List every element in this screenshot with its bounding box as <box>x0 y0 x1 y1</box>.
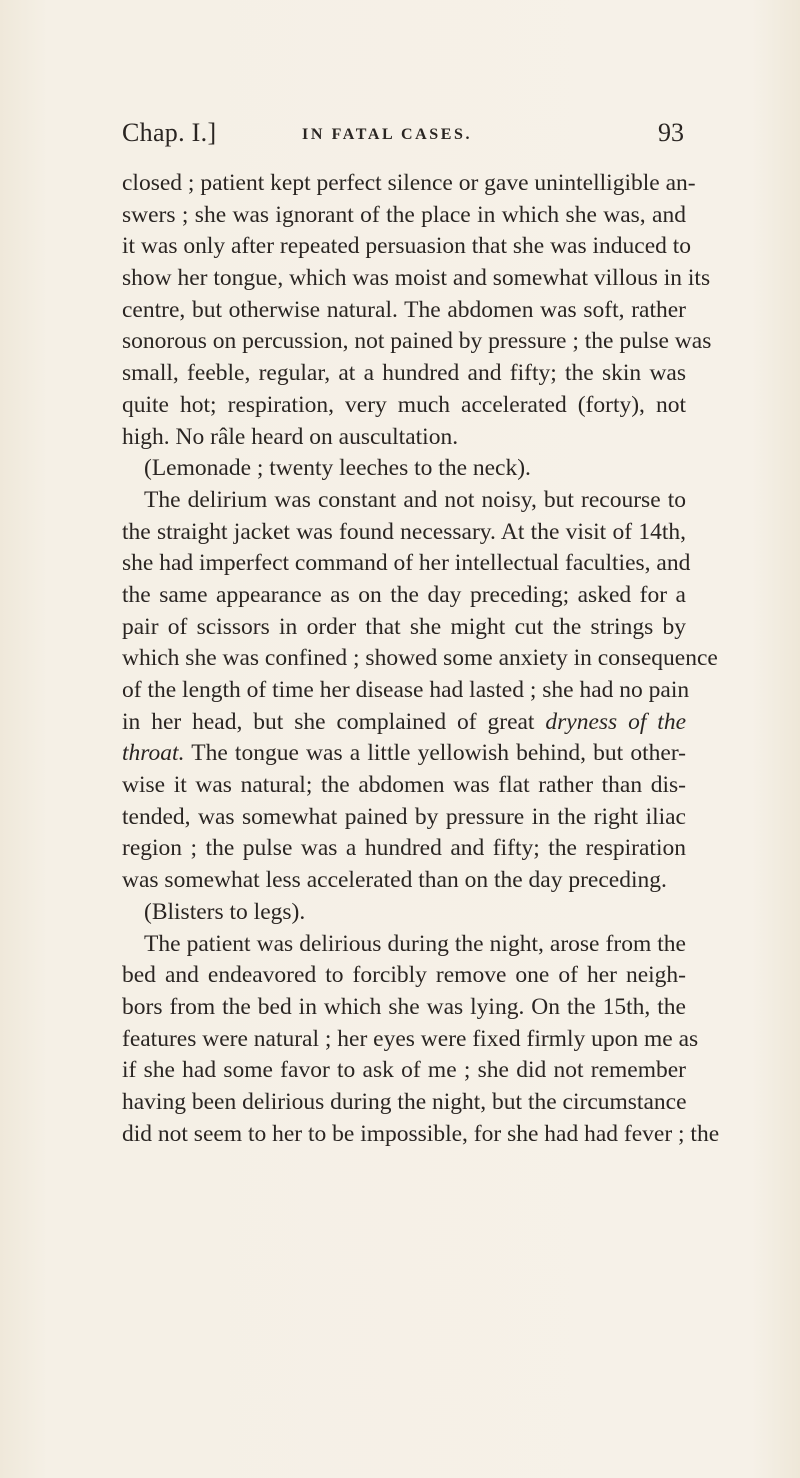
text-line <box>122 707 686 739</box>
running-title: IN FATAL CASES. <box>302 126 473 143</box>
text-line <box>122 960 686 992</box>
line-text: the straight jacket was found necessary. At the visit of 14th, <box>122 518 686 545</box>
line-text: did not seem to her to be impossible, for she had had fever ; the <box>122 1120 720 1147</box>
line-text: tended, was somewhat pained by pressure in the right iliac <box>122 803 686 830</box>
text-line <box>122 168 696 200</box>
text-line <box>122 675 690 707</box>
line-text: show her tongue, which was moist and somewhat villous in its <box>122 265 711 292</box>
line-text: (Lemonade ; twenty leeches to the neck). <box>144 455 531 482</box>
text-line <box>122 485 686 517</box>
text-line <box>122 770 686 802</box>
line-text: the same appearance as on the day preceding; asked for a <box>122 581 686 608</box>
text-line <box>122 1055 686 1087</box>
line-text: it was only after repeated persuasion that she was induced to <box>122 233 692 260</box>
line-text: features were natural ; her eyes were fixed firmly upon me as <box>122 1025 699 1052</box>
line-text: centre, but otherwise natural. The abdomen was soft, rather <box>122 296 686 323</box>
line-text: in her head, but she complained of great <box>122 708 535 735</box>
text-line <box>122 263 711 295</box>
italic-phrase: throat. <box>122 740 185 767</box>
text-line <box>122 802 686 834</box>
text-line <box>122 453 686 485</box>
line-text: region ; the pulse was a hundred and fifty; the respiration <box>122 835 686 862</box>
text-line <box>122 200 686 232</box>
text-line <box>122 358 686 390</box>
text-line <box>122 422 686 454</box>
text-line <box>122 517 686 549</box>
text-line <box>122 738 686 770</box>
line-text: sonorous on percussion, not pained by pressure ; the pulse was <box>122 328 712 355</box>
text-line <box>122 1119 720 1151</box>
line-text: The tongue was a little yellowish behind, but other- <box>184 740 686 767</box>
line-text: closed ; patient kept perfect silence or gave unintelligible an- <box>122 170 696 196</box>
body-text <box>122 168 720 1150</box>
text-line <box>122 833 686 865</box>
line-text: bed and endeavored to forcibly remove one of her neigh- <box>122 962 686 989</box>
line-text: wise it was natural; the abdomen was flat rather than dis- <box>122 772 686 799</box>
line-text: of the length of time her disease had lasted ; she had no pain <box>122 677 690 703</box>
line-text: The patient was delirious during the night, arose from the <box>144 930 686 957</box>
text-line <box>122 231 692 263</box>
line-text: she had imperfect command of her intellectual faculties, and <box>122 550 691 577</box>
line-text: (Blisters to legs). <box>144 898 306 925</box>
line-text: pair of scissors in order that she might cut the strings by <box>122 613 686 640</box>
text-line <box>122 643 718 675</box>
line-text: The delirium was constant and not noisy, but recourse to <box>144 486 686 513</box>
line-text: bors from the bed in which she was lying. On the 15th, the <box>122 993 686 1020</box>
line-text: was somewhat less accelerated than on the day preceding. <box>122 867 667 894</box>
text-line <box>122 612 686 644</box>
text-line <box>122 390 686 422</box>
page-number: 93 <box>658 118 684 147</box>
italic-phrase: dryness of the <box>545 708 687 735</box>
text-line <box>122 929 686 961</box>
line-text: small, feeble, regular, at a hundred and fifty; the skin was <box>122 360 686 387</box>
text-line <box>122 1087 686 1119</box>
line-text: swers ; she was ignorant of the place in which she was, and <box>122 201 686 228</box>
chapter-label: Chap. I.] <box>122 118 217 147</box>
text-line <box>122 580 686 612</box>
text-line <box>122 548 691 580</box>
text-line <box>122 1024 699 1056</box>
line-text: high. No râle heard on auscultation. <box>122 423 459 450</box>
text-line <box>122 992 686 1024</box>
text-line <box>122 897 686 929</box>
text-line <box>122 865 686 897</box>
line-text: if she had some favor to ask of me ; she did not remember <box>122 1057 686 1084</box>
text-line <box>122 326 712 358</box>
page-header <box>122 118 684 158</box>
line-text: quite hot; respiration, very much accelerated (forty), not <box>122 391 686 418</box>
text-line <box>122 295 686 327</box>
line-text: having been delirious during the night, but the circumstance <box>122 1088 687 1115</box>
line-text: which she was confined ; showed some anxiety in consequence <box>122 645 718 672</box>
